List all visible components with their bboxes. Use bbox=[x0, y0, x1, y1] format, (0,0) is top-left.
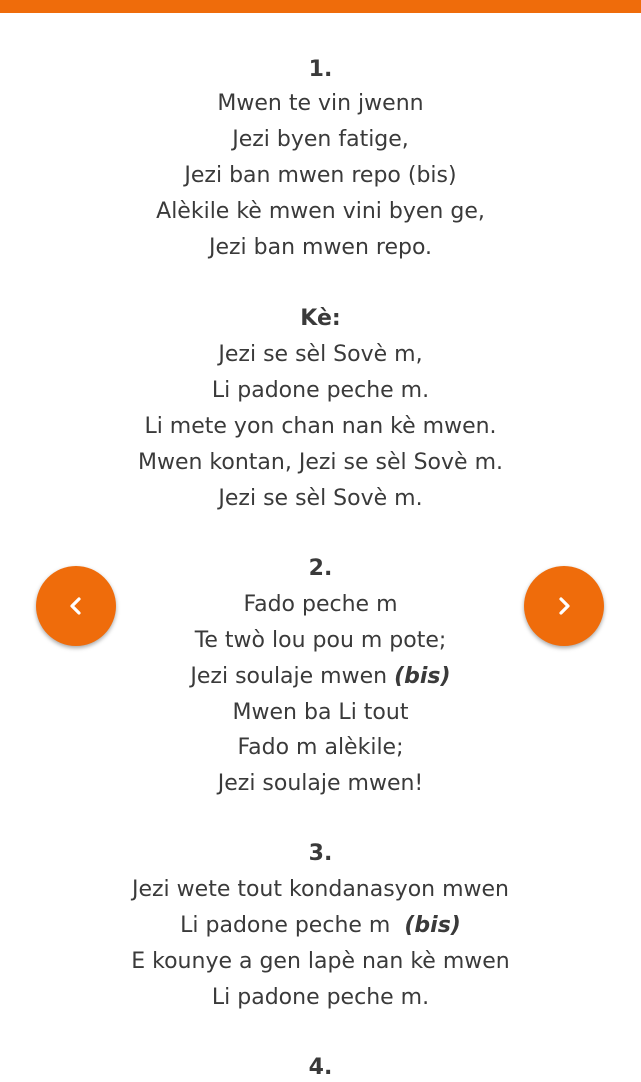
verse-2-number: 2. bbox=[308, 556, 333, 581]
chorus-line-5: Jezi se sèl Sovè m. bbox=[218, 486, 423, 511]
chorus-line-3: Li mete yon chan nan kè mwen. bbox=[144, 414, 497, 439]
verse-1-line-2: Jezi byen fatige, bbox=[232, 127, 409, 152]
verse-1-line-3: Jezi ban mwen repo (bis) bbox=[184, 163, 457, 188]
verse-2-line-3 bbox=[0, 663, 641, 691]
previous-button[interactable] bbox=[36, 566, 116, 646]
verse-1-line-4: Alèkile kè mwen vini byen ge, bbox=[156, 199, 485, 224]
verse-2-line-3-text: Jezi soulaje mwen bbox=[190, 664, 395, 689]
verse-3-number: 3. bbox=[308, 841, 333, 866]
verse-1-number: 1. bbox=[308, 57, 333, 82]
chorus-line-2: Li padone peche m. bbox=[211, 378, 430, 403]
verse-3-line-4: Li padone peche m. bbox=[211, 985, 430, 1010]
verse-3-line-1: Jezi wete tout kondanasyon mwen bbox=[131, 877, 510, 902]
verse-1-line-1: Mwen te vin jwenn bbox=[217, 91, 424, 116]
verse-2-bis-marker: (bis) bbox=[394, 664, 451, 689]
verse-4-number: 4. bbox=[308, 1055, 333, 1080]
verse-3-line-2-text: Li padone peche m bbox=[180, 913, 405, 938]
verse-2-line-6: Jezi soulaje mwen! bbox=[217, 771, 424, 796]
chevron-right-icon bbox=[554, 596, 574, 616]
verse-2-line-4: Mwen ba Li tout bbox=[232, 700, 409, 725]
verse-2-line-1: Fado peche m bbox=[243, 592, 398, 617]
top-accent-bar bbox=[0, 0, 641, 13]
verse-2-line-5: Fado m alèkile; bbox=[237, 735, 404, 760]
chorus-label: Kè: bbox=[300, 306, 341, 331]
chevron-left-icon bbox=[66, 596, 86, 616]
verse-3-bis-marker: (bis) bbox=[404, 913, 461, 938]
chorus-line-4: Mwen kontan, Jezi se sèl Sovè m. bbox=[137, 450, 503, 475]
verse-1-line-5: Jezi ban mwen repo. bbox=[208, 235, 433, 260]
chorus-line-1: Jezi se sèl Sovè m, bbox=[218, 342, 423, 367]
next-button[interactable] bbox=[524, 566, 604, 646]
verse-2-line-2: Te twò lou pou m pote; bbox=[194, 628, 447, 653]
verse-3-line-2 bbox=[0, 912, 641, 940]
verse-3-line-3: E kounye a gen lapè nan kè mwen bbox=[131, 949, 510, 974]
